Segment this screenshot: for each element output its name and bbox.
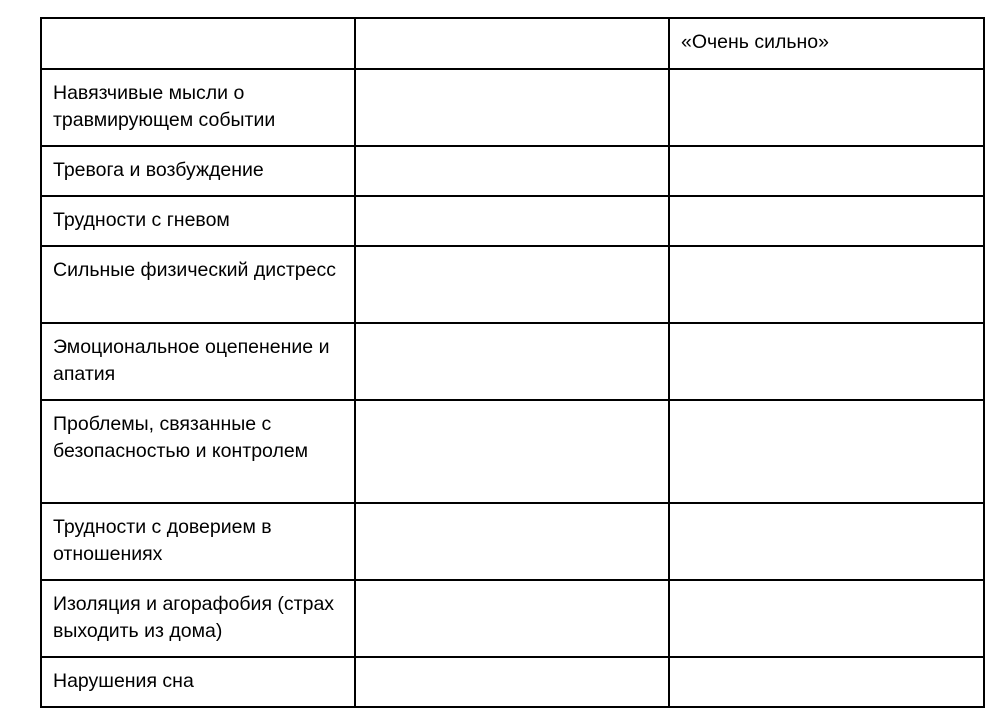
symptom-table (40, 17, 985, 708)
table-row (41, 580, 984, 657)
table-row (41, 400, 984, 503)
symptom-label: Трудности с гневом (41, 196, 355, 246)
rating-cell (669, 196, 984, 246)
table-row (41, 246, 984, 323)
table-row (41, 196, 984, 246)
table-row (41, 146, 984, 196)
rating-cell (669, 246, 984, 323)
rating-cell (355, 503, 669, 580)
rating-cell (669, 503, 984, 580)
symptom-label: Нарушения сна (41, 657, 355, 707)
rating-cell (355, 146, 669, 196)
rating-cell (669, 657, 984, 707)
symptom-label: Проблемы, связанные с безопасностью и контролем (41, 400, 355, 503)
table-row (41, 657, 984, 707)
rating-cell (355, 580, 669, 657)
symptom-label: Навязчивые мысли о травмирующем событии (41, 69, 355, 146)
table-row (41, 69, 984, 146)
rating-cell (355, 69, 669, 146)
header-cell (41, 18, 355, 69)
table-row (41, 503, 984, 580)
header-cell-very-strong: «Очень сильно» (669, 18, 984, 69)
table-header-row (41, 18, 984, 69)
symptom-label: Эмоциональное оцепенение и апатия (41, 323, 355, 400)
symptom-label: Трудности с доверием в отношениях (41, 503, 355, 580)
symptom-label: Сильные физический дистресс (41, 246, 355, 323)
rating-cell (669, 323, 984, 400)
rating-cell (669, 69, 984, 146)
rating-cell (669, 580, 984, 657)
rating-cell (669, 146, 984, 196)
symptom-table-container (40, 17, 985, 708)
symptom-label: Изоляция и агорафобия (страх выходить из дома) (41, 580, 355, 657)
rating-cell (355, 196, 669, 246)
rating-cell (669, 400, 984, 503)
header-cell (355, 18, 669, 69)
table-row (41, 323, 984, 400)
rating-cell (355, 323, 669, 400)
rating-cell (355, 657, 669, 707)
symptom-label: Тревога и возбуждение (41, 146, 355, 196)
rating-cell (355, 400, 669, 503)
rating-cell (355, 246, 669, 323)
